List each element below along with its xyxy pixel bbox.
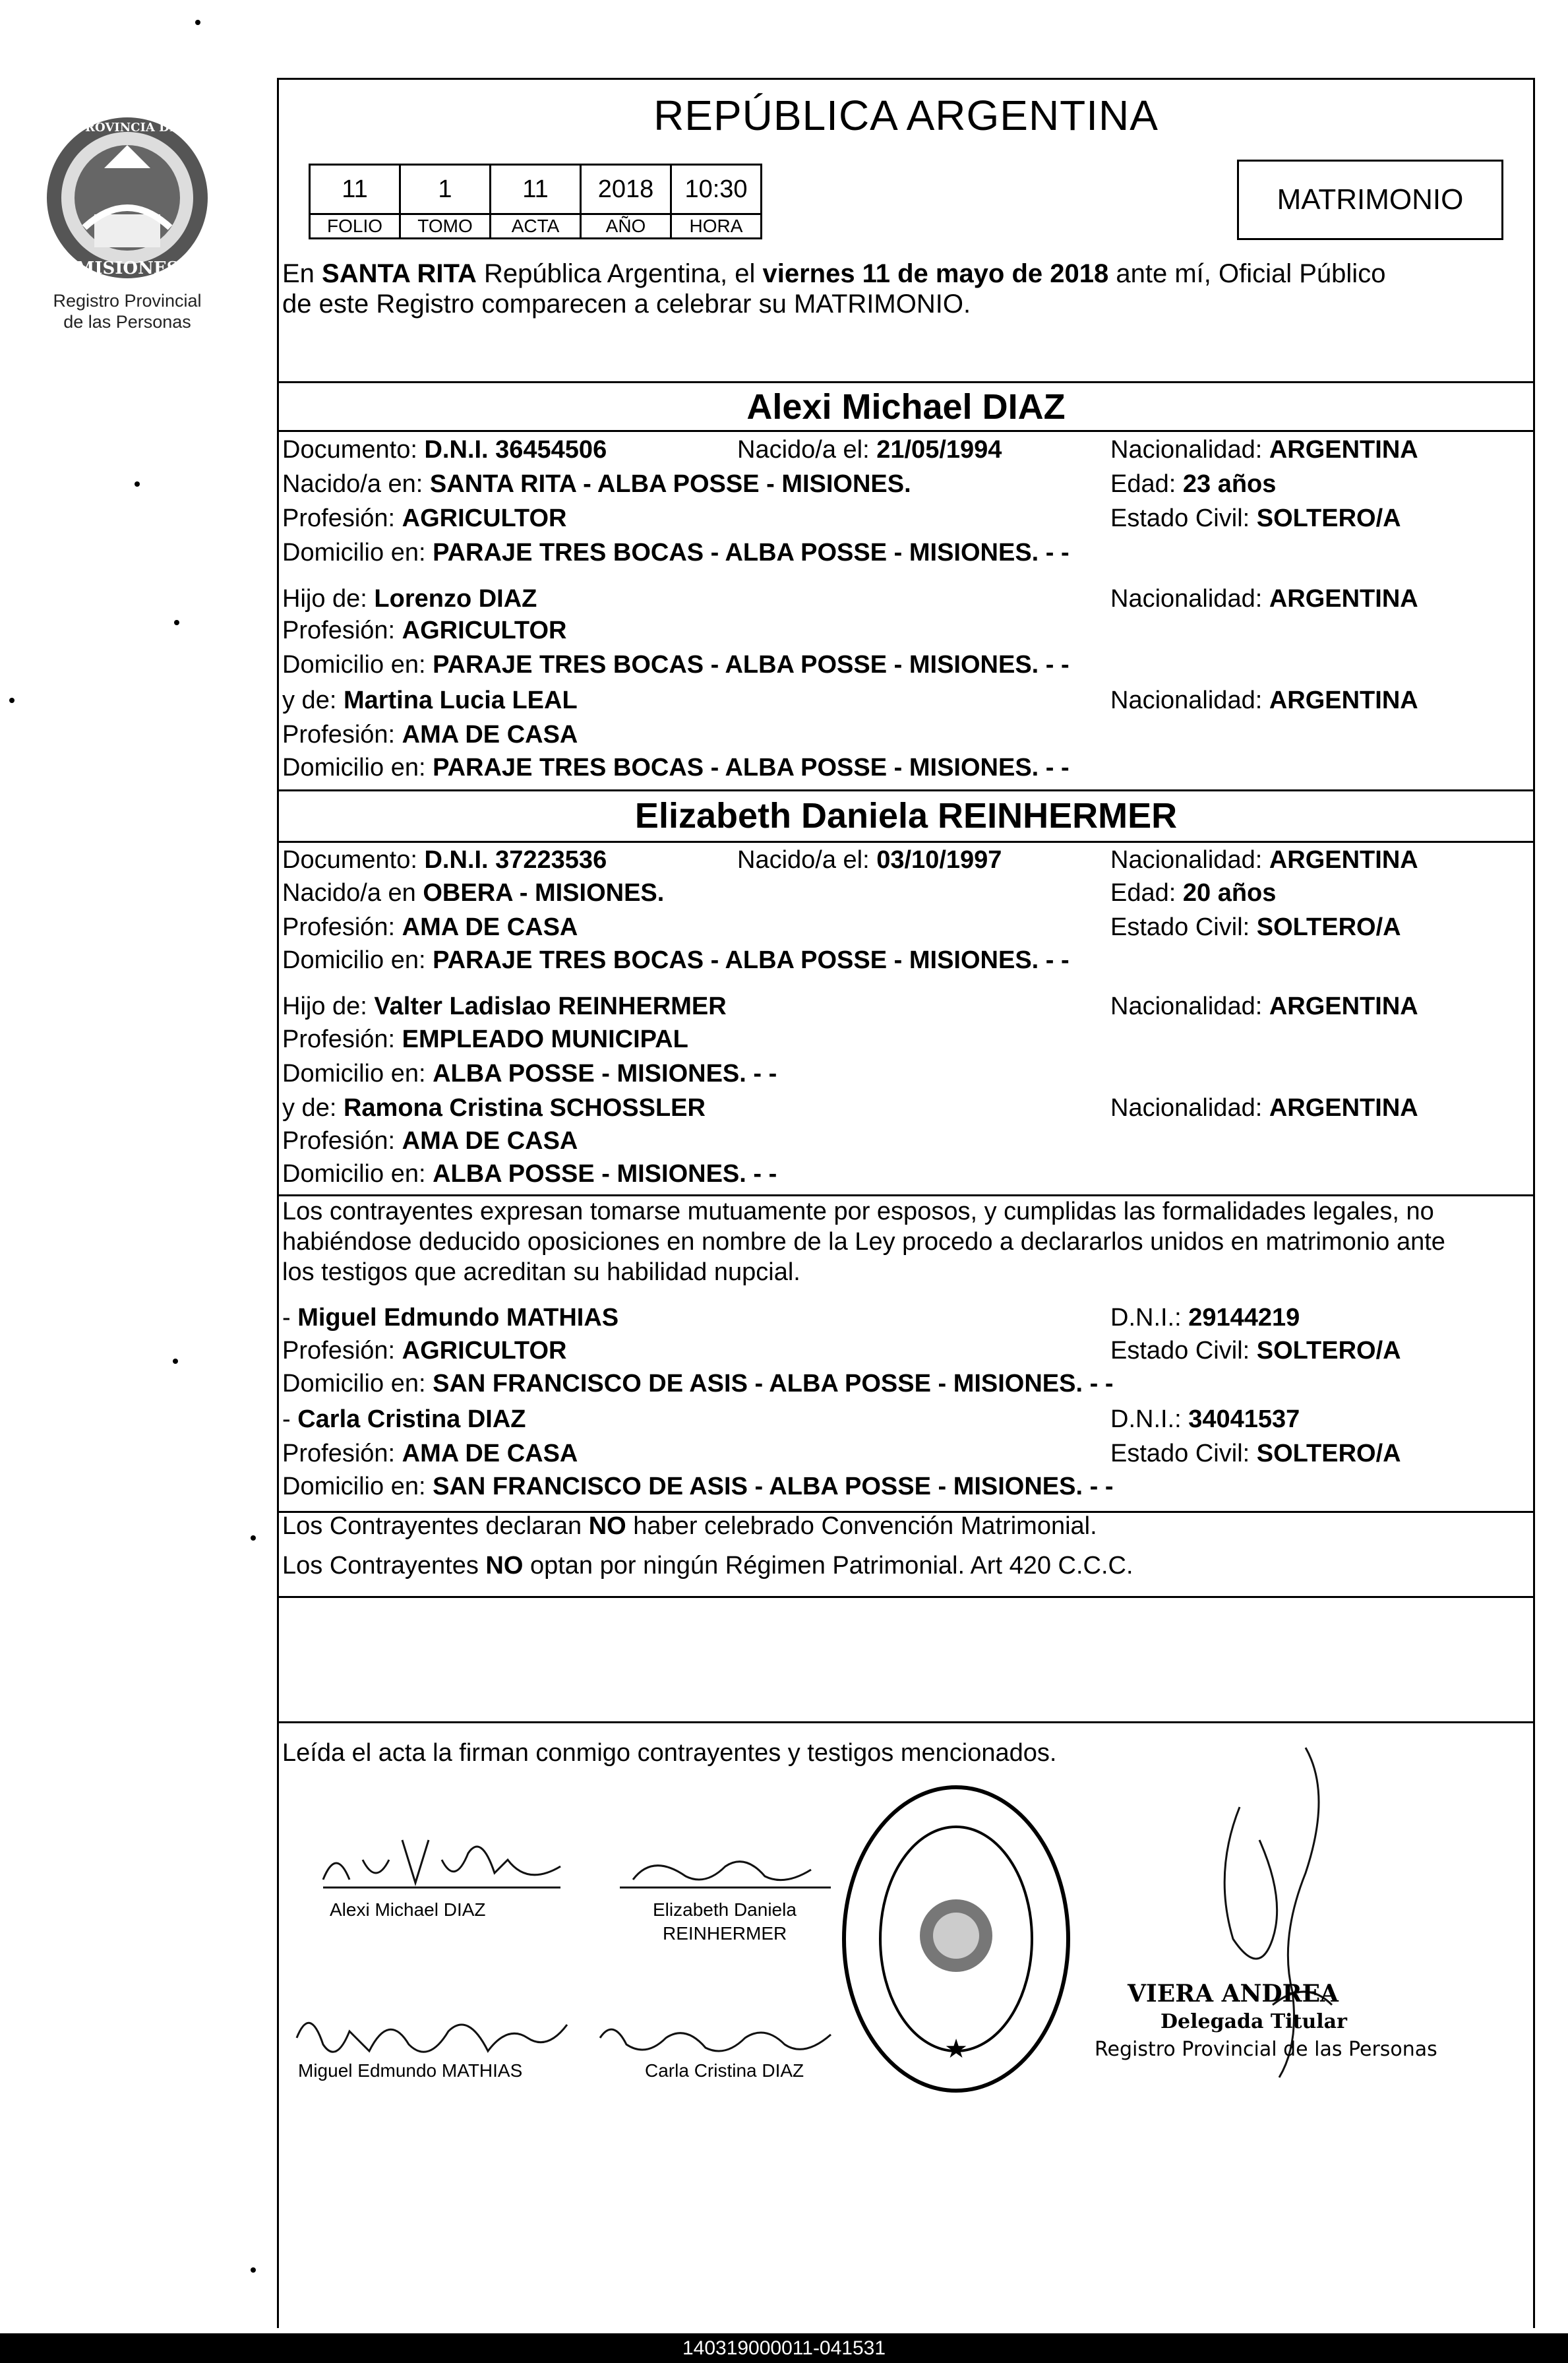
declaration-paragraph [282,1196,1532,1287]
witness1-signature-caption: Miguel Edmundo MATHIAS [298,2060,523,2081]
scan-speck [135,481,140,487]
witness2-civil-status: Estado Civil: SOLTERO/A [1110,1440,1401,1467]
groom-father-domicile: Domicilio en: PARAJE TRES BOCAS - ALBA POSSE - MISIONES. - - [282,651,1070,679]
groom-domicile: Domicilio en: PARAJE TRES BOCAS - ALBA POSSE - MISIONES. - - [282,539,1070,567]
bride-father-domicile: Domicilio en: ALBA POSSE - MISIONES. - - [282,1060,777,1088]
groom-born-on: Nacido/a el: 21/05/1994 [737,436,1002,464]
groom-signature [310,1820,574,1899]
bride-profession: Profesión: AMA DE CASA [282,913,578,941]
groom-name: Alexi Michael DIAZ [746,387,1066,427]
official-stamp-org: Registro Provincial de las Personas [1095,2038,1437,2061]
document-code-bar: 140319000011-041531 [0,2333,1568,2363]
intro-line2: de este Registro comparecen a celebrar su MATRIMONIO. [282,290,971,319]
svg-text:★: ★ [944,2034,968,2064]
bride-document: Documento: D.N.I. 37223536 [282,846,607,874]
declaration-line3: los testigos que acreditan su habilidad nupcial. [282,1258,800,1286]
logo-caption-line1: Registro Provincial [53,291,202,311]
divider-groom-name [277,430,1535,432]
anio-value: 2018 [581,165,671,214]
tomo-value: 1 [400,165,491,214]
declaration-line2: habiéndose deducido oposiciones en nombre de la Ley procedo a declararlos unidos en matrimonio ante [282,1228,1445,1256]
groom-age: Edad: 23 años [1110,470,1277,498]
scan-speck [174,620,179,625]
witness1-profession: Profesión: AGRICULTOR [282,1337,567,1365]
bride-mother-nationality: Nacionalidad: ARGENTINA [1110,1094,1418,1122]
witness2-dni: D.N.I.: 34041537 [1110,1405,1300,1433]
divider-top [277,78,1535,80]
hora-label: HORA [671,214,762,239]
bride-father-profession: Profesión: EMPLEADO MUNICIPAL [282,1026,688,1053]
bride-mother-domicile: Domicilio en: ALBA POSSE - MISIONES. - - [282,1160,777,1188]
bride-born-in: Nacido/a en OBERA - MISIONES. [282,879,665,907]
logo-caption-line2: de las Personas [63,312,191,332]
witness2-name: - Carla Cristina DIAZ [282,1405,526,1433]
witness1-domicile: Domicilio en: SAN FRANCISCO DE ASIS - ALBA POSSE - MISIONES. - - [282,1370,1114,1397]
bride-name: Elizabeth Daniela REINHERMER [634,796,1178,836]
scan-speck [9,698,15,703]
folio-label: FOLIO [310,214,400,239]
groom-civil-status: Estado Civil: SOLTERO/A [1110,505,1401,532]
record-reference-table [309,164,762,239]
folio-value: 11 [310,165,400,214]
svg-text:MISIONES: MISIONES [75,259,179,278]
scan-speck [251,1535,256,1541]
witness2-signature [593,2011,857,2064]
bride-signature-caption2: REINHERMER [663,1923,787,1944]
divider-blank [277,1596,1535,1598]
witness2-domicile: Domicilio en: SAN FRANCISCO DE ASIS - ALBA POSSE - MISIONES. - - [282,1473,1114,1500]
divider-closing [277,1721,1535,1723]
tomo-label: TOMO [400,214,491,239]
acta-label: ACTA [491,214,581,239]
divider-bride-name [277,841,1535,843]
scan-speck [195,20,200,25]
anio-label: AÑO [581,214,671,239]
bride-mother-profession: Profesión: AMA DE CASA [282,1127,578,1155]
groom-father: Hijo de: Lorenzo DIAZ [282,585,537,613]
groom-mother: y de: Martina Lucia LEAL [282,687,578,714]
bride-nationality: Nacionalidad: ARGENTINA [1110,846,1418,874]
divider-bride [277,789,1535,791]
bride-civil-status: Estado Civil: SOLTERO/A [1110,913,1401,941]
convention-line2: Los Contrayentes NO optan por ningún Régimen Patrimonial. Art 420 C.C.C. [282,1552,1133,1580]
official-stamp-role: Delegada Titular [1161,2010,1347,2033]
groom-nationality: Nacionalidad: ARGENTINA [1110,436,1418,464]
intro-paragraph [282,259,1532,319]
convention-line1: Los Contrayentes declaran NO haber celebrado Convención Matrimonial. [282,1512,1097,1540]
bride-age: Edad: 20 años [1110,879,1277,907]
groom-document: Documento: D.N.I. 36454506 [282,436,607,464]
bride-signature [613,1840,837,1899]
divider-groom [277,381,1535,383]
acta-value: 11 [491,165,581,214]
closing-statement: Leída el acta la firman conmigo contrayentes y testigos mencionados. [282,1739,1057,1767]
witness2-signature-caption: Carla Cristina DIAZ [645,2060,804,2081]
scan-speck [173,1359,178,1364]
bride-father: Hijo de: Valter Ladislao REINHERMER [282,993,727,1020]
groom-signature-caption: Alexi Michael DIAZ [330,1899,486,1920]
groom-mother-profession: Profesión: AMA DE CASA [282,721,578,749]
groom-father-profession: Profesión: AGRICULTOR [282,617,567,644]
witness1-dni: D.N.I.: 29144219 [1110,1304,1300,1332]
witness1-name: - Miguel Edmundo MATHIAS [282,1304,619,1332]
groom-father-nationality: Nacionalidad: ARGENTINA [1110,585,1418,613]
witness2-profession: Profesión: AMA DE CASA [282,1440,578,1467]
groom-mother-domicile: Domicilio en: PARAJE TRES BOCAS - ALBA POSSE - MISIONES. - - [282,754,1070,782]
registry-seal [837,1781,1075,2097]
witness1-civil-status: Estado Civil: SOLTERO/A [1110,1337,1401,1365]
registry-logo [38,109,216,293]
bride-signature-caption1: Elizabeth Daniela [653,1899,797,1920]
intro-line1: En SANTA RITA República Argentina, el viernes 11 de mayo de 2018 ante mí, Oficial Público [282,259,1386,288]
groom-born-in: Nacido/a en: SANTA RITA - ALBA POSSE - MISIONES. [282,470,911,498]
hora-value: 10:30 [671,165,762,214]
groom-profession: Profesión: AGRICULTOR [282,505,567,532]
act-type-box: MATRIMONIO [1237,160,1503,240]
bride-born-on: Nacido/a el: 03/10/1997 [737,846,1002,874]
bride-domicile: Domicilio en: PARAJE TRES BOCAS - ALBA POSSE - MISIONES. - - [282,946,1070,974]
declaration-line1: Los contrayentes expresan tomarse mutuamente por esposos, y cumplidas las formalidades legales, no [282,1198,1434,1225]
groom-mother-nationality: Nacionalidad: ARGENTINA [1110,687,1418,714]
official-stamp-name: VIERA ANDREA [1128,1980,1339,2008]
bride-father-nationality: Nacionalidad: ARGENTINA [1110,993,1418,1020]
scan-speck [251,2267,256,2273]
bride-mother: y de: Ramona Cristina SCHOSSLER [282,1094,706,1122]
svg-text:PROVINCIA DE: PROVINCIA DE [76,121,179,135]
country-title: REPÚBLICA ARGENTINA [653,92,1159,139]
